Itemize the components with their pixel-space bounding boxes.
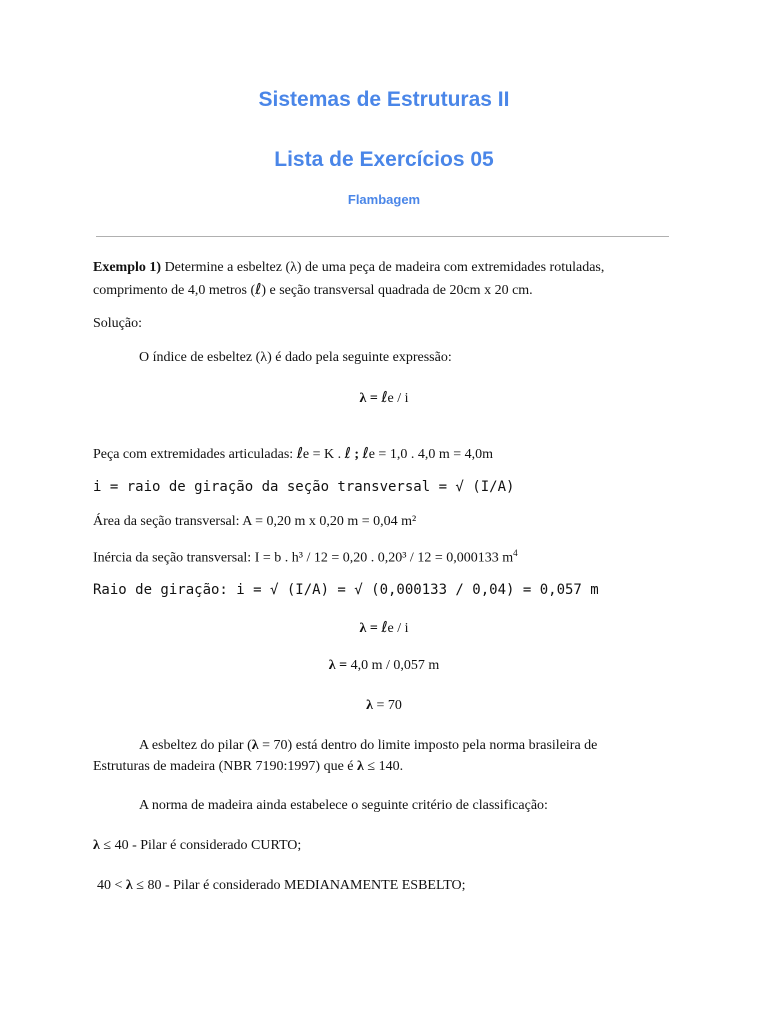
document-topic: Flambagem — [347, 192, 421, 207]
example-statement-2a: comprimento de 4,0 metros ( — [93, 283, 256, 298]
example-line-1 — [93, 260, 604, 276]
lambda-symbol: λ = — [328, 658, 351, 673]
inertia-text: Inércia da seção transversal: I = b . h³ / 12 = 0,20 . 0,20³ / 12 = 0,000133 m — [93, 550, 514, 566]
effective-length-value: e = 1,0 . 4,0 m = 4,0m — [368, 447, 494, 462]
lambda-symbol: λ — [93, 838, 100, 853]
effective-length-line — [93, 444, 493, 463]
criterion-text: ≤ 40 - Pilar é considerado CURTO; — [99, 838, 302, 853]
example-line-2 — [93, 280, 533, 299]
result-value: = 70 — [372, 698, 402, 713]
lambda-symbol: λ = — [359, 621, 382, 636]
inertia-exponent: 4 — [513, 548, 518, 558]
slenderness-step-1 — [0, 618, 768, 637]
area-line: Área da seção transversal: A = 0,20 m x 0,20 m = 0,04 m² — [93, 514, 417, 529]
example-label: Exemplo 1) — [93, 260, 162, 275]
example-statement-2b: ) e seção transversal quadrada de 20cm x 20 cm. — [261, 283, 533, 298]
step-2-rest: 4,0 m / 0,057 m — [350, 658, 440, 673]
example-statement-1: Determine a esbeltez (λ) de uma peça de madeira com extremidades rotuladas, — [164, 260, 605, 275]
conclusion-line-2 — [93, 759, 403, 775]
conclusion-2a: Estruturas de madeira (NBR 7190:1997) que é — [93, 759, 357, 774]
document-subtitle: Lista de Exercícios 05 — [274, 148, 494, 171]
lambda-symbol: λ — [357, 759, 364, 774]
slenderness-step-2 — [0, 658, 768, 674]
conclusion-1a: A esbeltez do pilar ( — [139, 738, 252, 753]
lambda-symbol: λ = — [359, 391, 382, 406]
lambda-symbol: λ — [251, 738, 259, 753]
length-symbol: ℓ — [344, 444, 351, 462]
formula-rest: e / i — [387, 391, 409, 406]
lambda-symbol: λ — [125, 878, 133, 893]
slenderness-formula — [0, 388, 768, 407]
classification-intro: A norma de madeira ainda estabelece o seguinte critério de classificação: — [139, 798, 548, 813]
step-1-rest: e / i — [387, 621, 409, 636]
separator: ; — [354, 447, 360, 462]
header-divider — [96, 236, 669, 237]
articulated-text: Peça com extremidades articuladas: — [93, 447, 294, 462]
length-symbol: ℓ — [362, 444, 369, 462]
length-symbol: ℓ — [255, 280, 262, 298]
length-symbol: ℓ — [296, 444, 303, 462]
length-symbol: ℓ — [381, 388, 388, 406]
inertia-line — [93, 548, 518, 567]
effective-length-k: e = K . — [302, 447, 342, 462]
radius-definition: i = raio de giração da seção transversal = √ (I/A) — [93, 479, 515, 495]
conclusion-1b: = 70) está dentro do limite imposto pela norma brasileira de — [258, 738, 598, 753]
criterion-text: ≤ 80 - Pilar é considerado MEDIANAMENTE ESBELTO; — [132, 878, 466, 893]
criterion-medium — [97, 878, 466, 894]
document-title: Sistemas de Estruturas II — [258, 88, 510, 111]
solution-intro: O índice de esbeltez (λ) é dado pela seguinte expressão: — [139, 350, 452, 365]
conclusion-2b: ≤ 140. — [363, 759, 404, 774]
length-symbol: ℓ — [381, 618, 388, 636]
lambda-symbol: λ — [366, 698, 373, 713]
radius-calculation: Raio de giração: i = √ (I/A) = √ (0,000133 / 0,04) = 0,057 m — [93, 582, 599, 598]
criterion-prefix: 40 < — [97, 878, 126, 893]
criterion-short — [93, 838, 301, 854]
conclusion-line-1 — [139, 738, 597, 754]
solution-label: Solução: — [93, 316, 142, 331]
slenderness-result — [0, 698, 768, 714]
